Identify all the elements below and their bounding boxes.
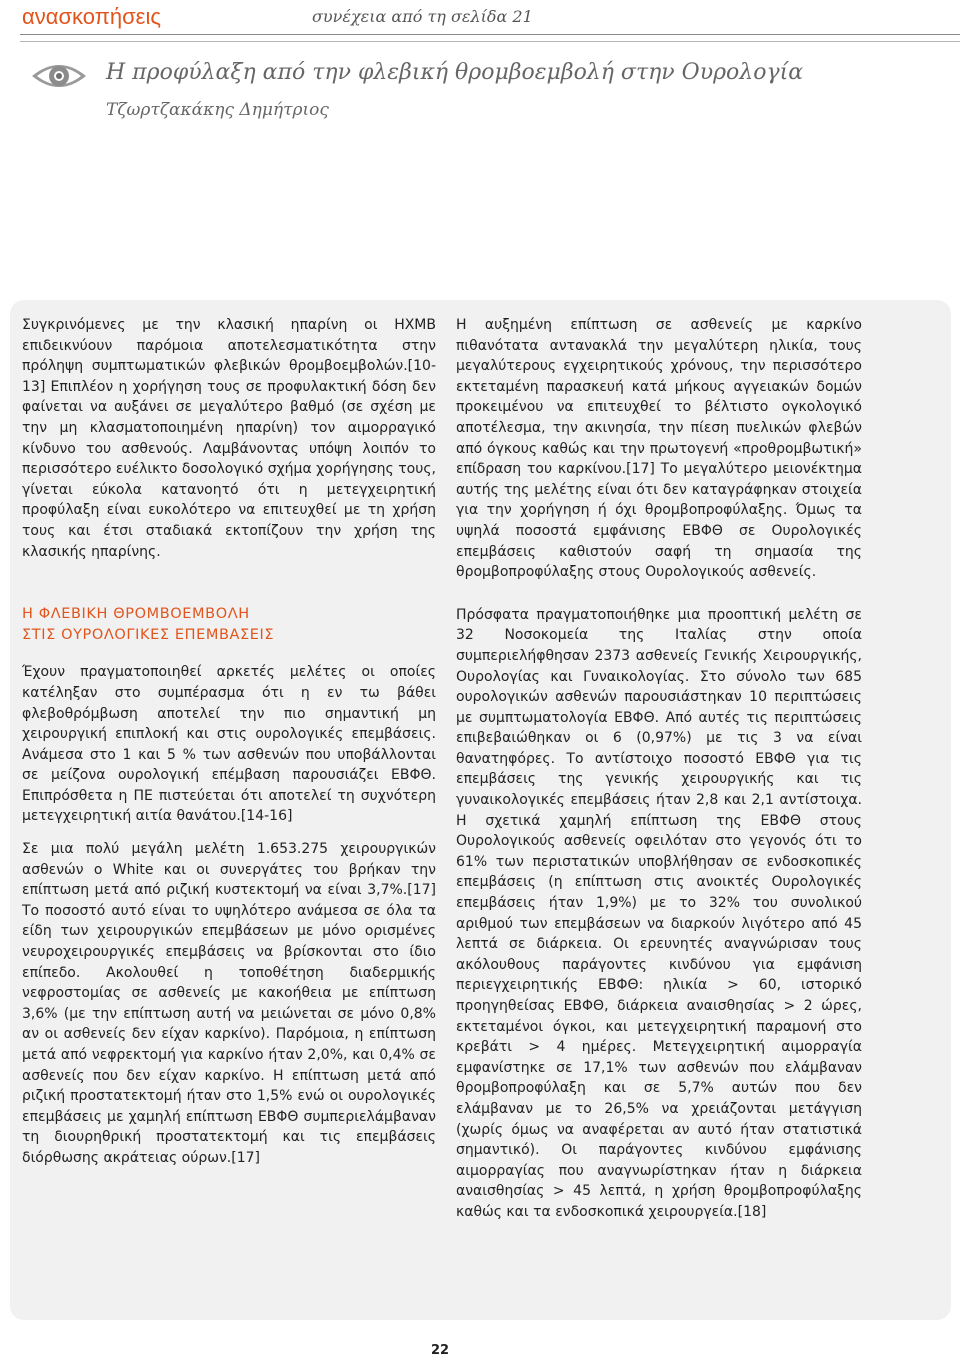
paragraph: Σε μια πολύ μεγάλη μελέτη 1.653.275 χειρουργικών ασθενών ο White και οι συνεργάτες του βρήκαν την επίπτωση μετά από ριζική κυστεκτομή να είναι 3,7%.[17] Το ποσοστό αυτό είναι το υψηλότερο ανάμεσα σε όλα τα είδη των χειρουργικών επεμβάσεων με μόνο ορισμένες νευροχειρουργικές επεμβάσεις να βρίσκονται στο ίδιο επίπεδο. Ακολουθεί η τοποθέτηση διαδερμικής νεφροστομίας σε ασθενείς με κακοήθεια με επίπτωση 3,6% (με την επίπτωση αυτή να μειώνεται σε μόνο 0,8% αν οι ασθενείς δεν είχαν καρκίνο). Παρόμοια, η επίπτωση μετά από νεφρεκτομή για καρκίνο ήταν 2,0%, και 0,4% σε ασθενείς που δεν είχαν καρκίνο. Η επίπτωση μετά από ριζική προστατεκτομή ήταν στο 1,5% ενώ οι ουρολογικές επεμβάσεις με χαμηλή επίπτωση ΕΒΦΘ συμπεριελάμβαναν τη διουρηθρική προστατεκτομή και τις επεμβάσεις διόρθωσης ακράτειας ούρων.[17] xyxy=(22,841,436,1166)
paragraph: Συγκρινόμενες με την κλασική ηπαρίνη οι ΗΧΜΒ επιδεικνύουν παρόμοια αποτελεσματικότητα στην πρόληψη συμπτωματικών φλεβικών θρομβοεμβολών.[10-13] Επιπλέον η χορήγηση τους σε προφυλακτική δόση δεν φαίνεται να αυξάνει σε μεγαλύτερο βαθμό (σε σχέση με την μη κλασματοποιημένη ηπαρίνη) τον αιμορραγικό κίνδυνο του ασθενούς. Λαμβάνοντας υπόψη λοιπόν το περισσότερο ευέλικτο δοσολογικό σχήμα χορήγησης τους, γίνεται εύκολα κατανοητό ότι η μετεγχειρητική προφύλαξη είναι ευκολότερο να επιτευχθεί με τη χρήση τους και έτσι σταδιακά εκτοπίζουν την χρήση της κλασικής ηπαρίνης. xyxy=(22,317,436,560)
section-heading xyxy=(22,604,436,645)
continued-from-note: συνέχεια από τη σελίδα 21 xyxy=(312,7,533,26)
article-author: Τζωρτζακάκης Δημήτριος xyxy=(106,100,329,120)
eye-icon xyxy=(30,58,88,94)
right-column xyxy=(456,315,862,1223)
paragraph: Πρόσφατα πραγματοποιήθηκε μια προοπτική μελέτη σε 32 Νοσοκομεία της Ιταλίας στην οποία συμπεριελήφθησαν 2373 ασθενείς Γενικής Χειρουργικής, Ουρολογίας και Γυναικολογίας. Στο σύνολο των 685 ουρολογικών ασθενών παρουσιάστηκαν 10 περιπτώσεις με συμπτωματολογία ΕΒΦΘ. Από αυτές τις περιπτώσεις επιβεβαιώθηκαν οι 6 (0,97%) με τις 3 να είναι θανατηφόρες. Το αντίστοιχο ποσοστό ΕΒΦΘ για τις επεμβάσεις της γενικής χειρουργικής και τις γυναικολογικές επεμβάσεις ήταν 2,8 και 2,1 αντίστοιχα. Η σχετικά χαμηλή επίπτωση της ΕΒΦΘ στους Ουρολογικούς ασθενείς οφειλόταν στο γεγονός ότι το 61% των περιστατικών υποβλήθησαν σε ενδοσκοπικές επεμβάσεις (η επίπτωση στις ανοικτές Ουρολογικές επεμβάσεις ήταν 1,9%) με το 32% του συνολικού αριθμού των επεμβάσεων να διαρκούν λιγότερο από 45 λεπτά σε διάρκεια. Οι ερευνητές αναγνώρισαν τους ακόλουθους παράγοντες κινδύνου για εμφάνιση περιεγχειρητικής ΕΒΦΘ: ηλικία > 60, ιστορικό προηγηθείσας ΕΒΦΘ, διάρκεια αναισθησίας > 2 ώρες, εκτεταμένοι όγκοι, και μετεγχειρητική παραμονή στο κρεβάτι > 4 ημέρες. Μετεγχειρητική αιμορραγία εμφανίστηκε σε 17,1% των ασθενών που ελάμβαναν θρομβοπροφύλαξη και σε 5,7% αυτών που δεν ελάμβαναν με το 26,5% να χρειάζονται μετάγγιση (χωρίς όμως να αναφέρεται αν αυτό ήταν στατιστικά σημαντικό). Οι παράγοντες κινδύνου εμφάνισης αιμορραγίας που αναγνωρίστηκαν ήταν η διάρκεια αναισθησίας > 45 λεπτά, η χρήση θρομβοπροφύλαξης καθώς και τα ενδοσκοπικά χειρουργεία.[18] xyxy=(456,606,862,1220)
header-divider xyxy=(20,41,960,42)
section-heading-line: Η ΦΛΕΒΙΚΗ ΘΡΟΜΒΟΕΜΒΟΛΗ xyxy=(22,606,250,623)
header-bar xyxy=(20,0,960,35)
section-label: ανασκοπήσεις xyxy=(22,4,161,29)
page-number: 22 xyxy=(430,1343,450,1358)
article-body-panel xyxy=(10,300,951,1320)
section-heading-line: ΣΤΙΣ ΟΥΡΟΛΟΓΙΚΕΣ ΕΠΕΜΒΑΣΕΙΣ xyxy=(22,626,275,643)
paragraph: Η αυξημένη επίπτωση σε ασθενείς με καρκίνο πιθανότατα αντανακλά την μεγαλύτερη ηλικία, τους μεγαλύτερους εγχειρητικούς χρόνους, την περισσότερο εκτεταμένη παρασκευή κατά μήκους αγγειακών δομών προκειμένου να επιτευχθεί το βέλτιστο ογκολογικό αποτέλεσμα, την ακινησία, την πίεση πυελικών φλεβών από όγκους καθώς και την πρωτογενή «προθρομβωτική» επίδραση του καρκίνου.[17] Το μεγαλύτερο μειονέκτημα αυτής της μελέτης είναι ότι δεν καταγράφηκαν στοιχεία για την χορήγηση ή όχι θρομβοπροφύλαξης. Όμως τα υψηλά ποσοστά εμφάνισης ΕΒΦΘ σε Ουρολογικές επεμβάσεις καθιστούν σαφή τη σημασία της θρομβοπροφύλαξης στους Ουρολογικούς ασθενείς. xyxy=(456,317,862,581)
paragraph: Έχουν πραγματοποιηθεί αρκετές μελέτες οι οποίες κατέληξαν στο συμπέρασμα ότι η εν τω βάθει φλεβοθρόμβωση αποτελεί την πιο σημαντική μη χειρουργική επιπλοκή και στις ουρολογικές επεμβάσεις. Ανάμεσα στο 1 και 5 % των ασθενών που υποβάλλονται σε μείζονα ουρολογική επέμβαση παρουσιάζει ΕΒΦΘ. Επιπρόσθετα η ΠΕ πιστεύεται ότι αποτελεί τη συχνότερη μετεγχειρητική αιτία θανάτου.[14-16] xyxy=(22,664,436,825)
left-column xyxy=(22,315,436,1169)
article-title: Η προφύλαξη από την φλεβική θρομβοεμβολή στην Ουρολογία xyxy=(106,60,804,85)
